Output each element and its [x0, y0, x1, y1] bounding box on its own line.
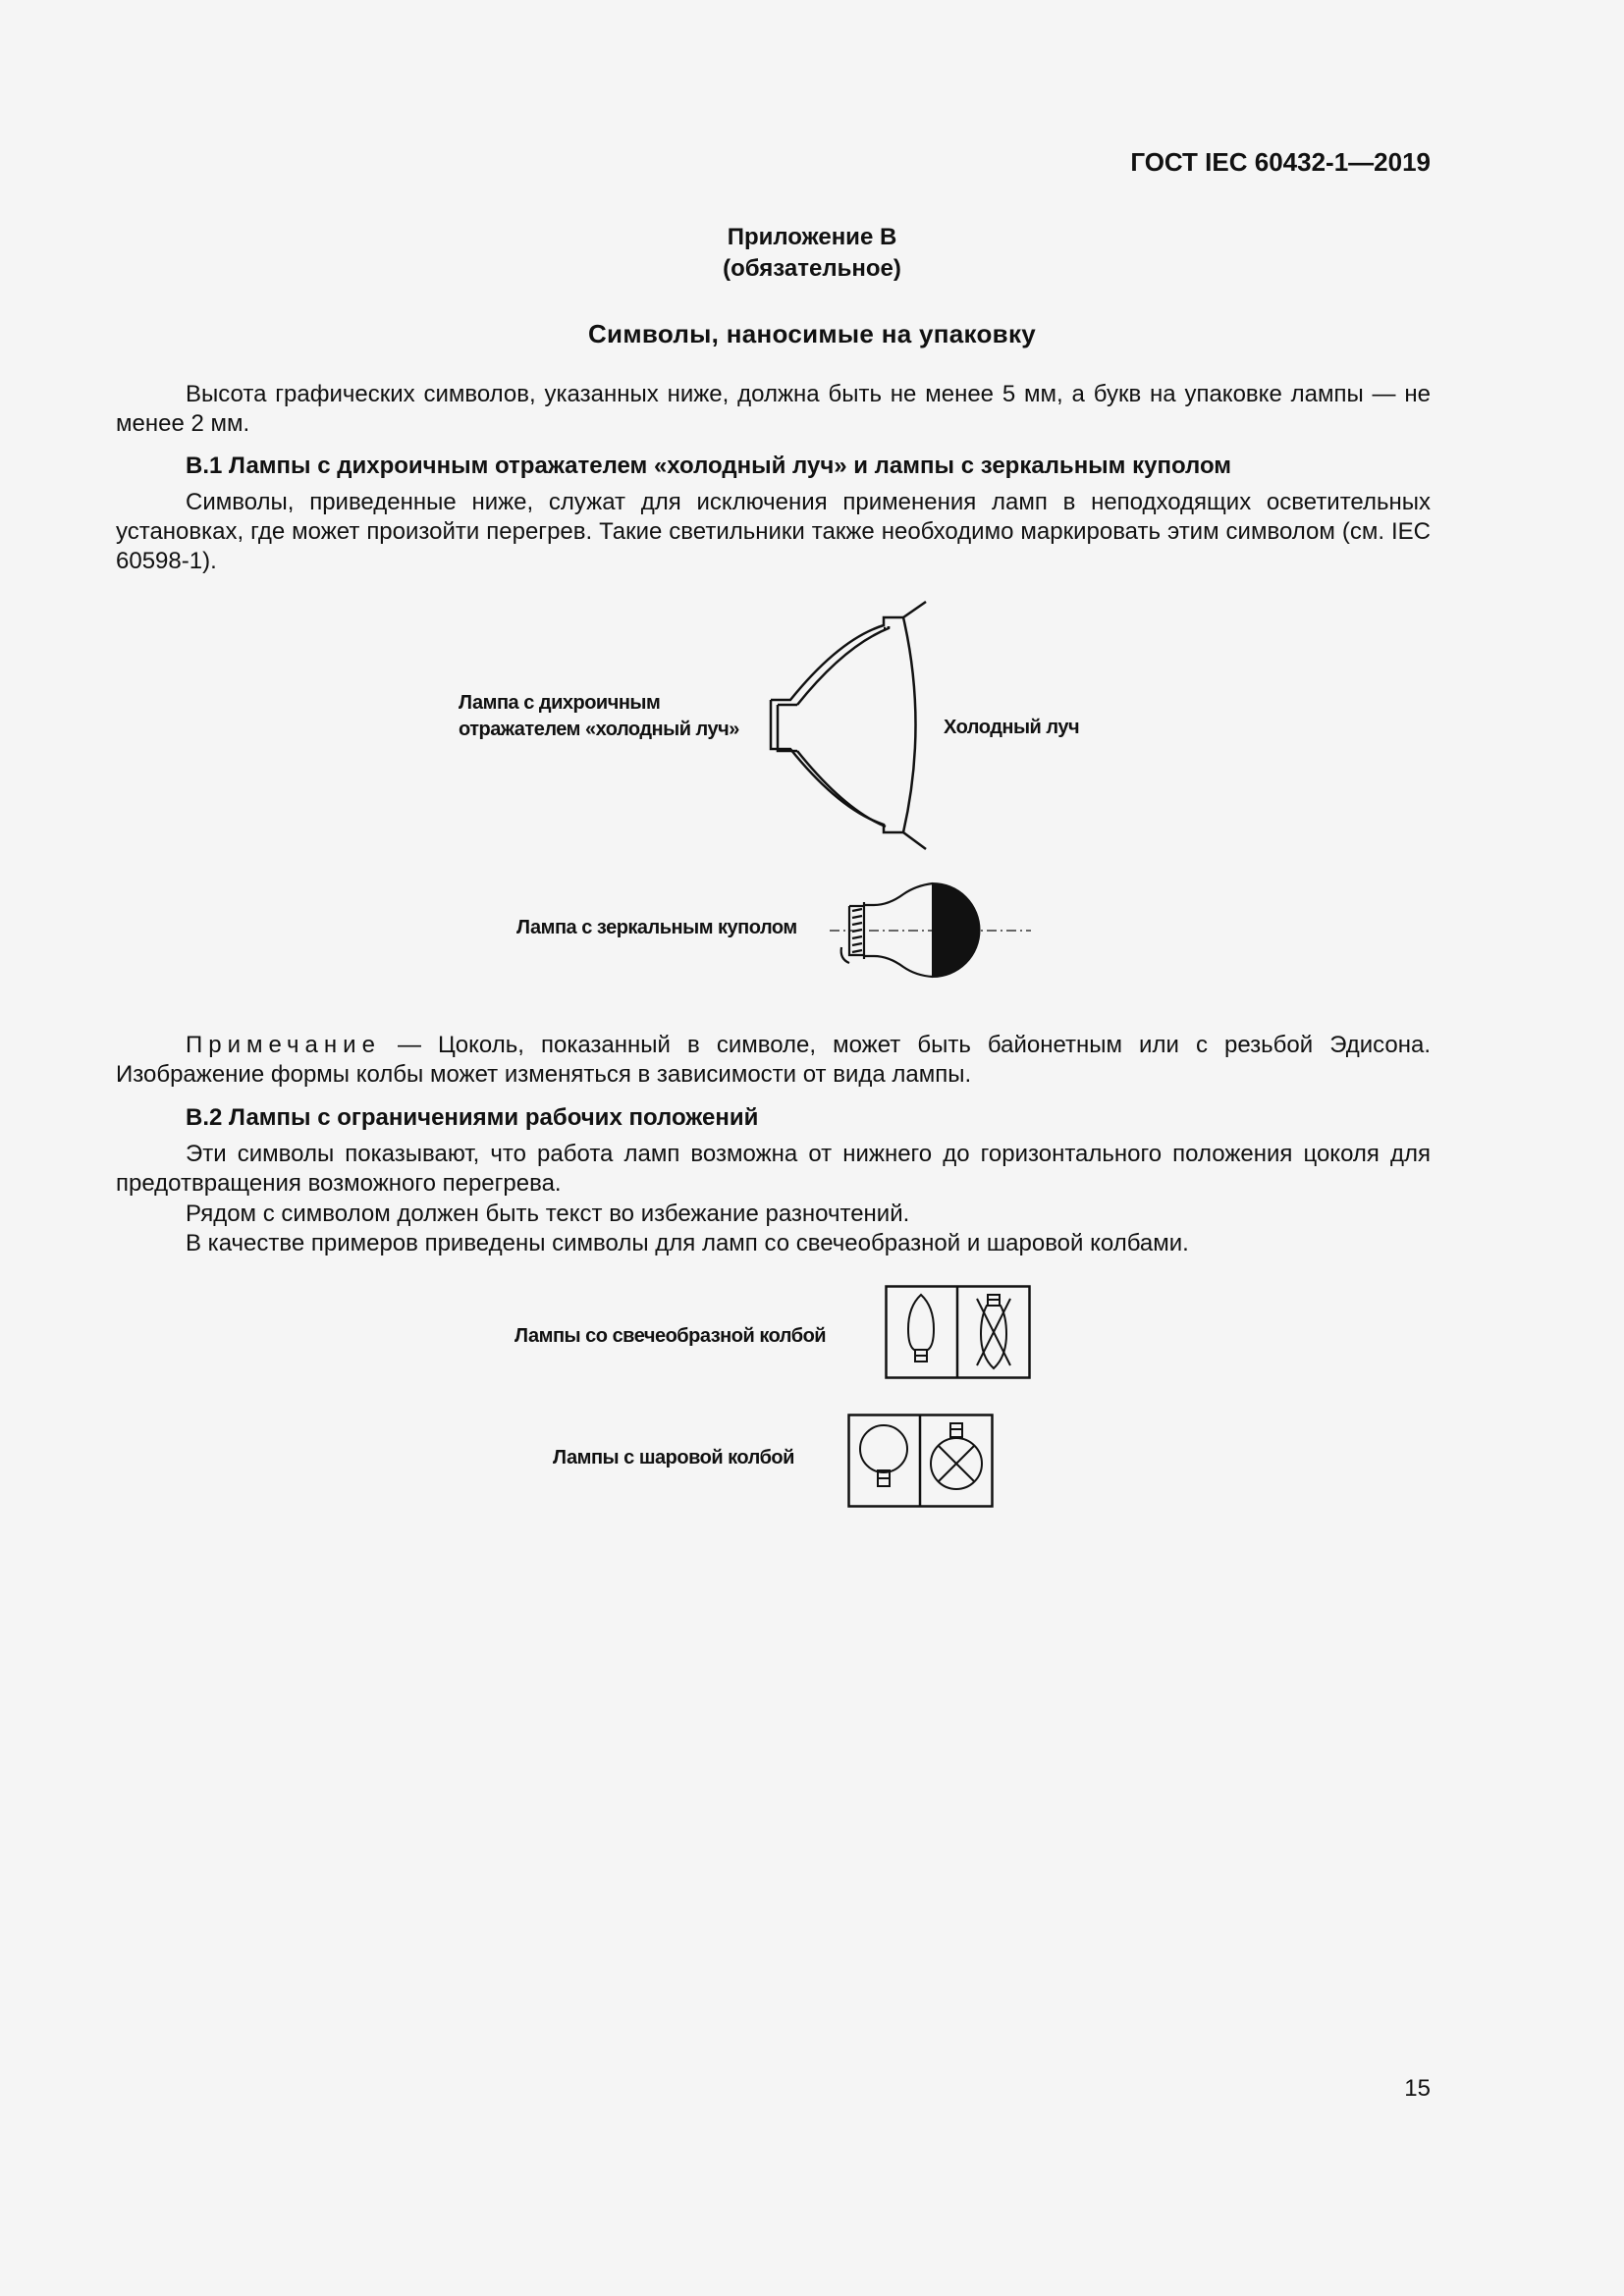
note-text: — Цоколь, показанный в символе, может быть байонетным или с резьбой Эдисона. Изображение формы колбы может изменяться в зависимости от вида лампы.	[116, 1032, 1431, 1088]
annex-status: (обязательное)	[723, 255, 901, 282]
note-label: Примечание	[186, 1032, 381, 1058]
globe-bulb-base-up-crossed-icon	[931, 1423, 982, 1489]
mirror-dome-lamp-label: Лампа с зеркальным куполом	[516, 917, 797, 938]
mirror-dome	[933, 883, 980, 977]
candle-lamp-symbol	[885, 1285, 1032, 1379]
b1-paragraph: Символы, приведенные ниже, служат для исключения применения ламп в неподходящих осветительных установках, где может произойти перегрев. Такие светильники также необходимо маркировать этим символом (см. IEC 60598-1).	[116, 489, 1431, 574]
dichroic-lamp-label-line2: отражателем «холодный луч»	[459, 719, 739, 740]
b2-paragraph-1: Эти символы показывают, что работа ламп возможна от нижнего до горизонтального положения цоколя для предотвращения возможного перегрева.	[116, 1141, 1431, 1197]
candle-bulb-base-up-crossed-icon	[977, 1295, 1010, 1368]
mirror-dome-lamp-symbol	[830, 879, 1036, 977]
section-title: Символы, наносимые на упаковку	[587, 319, 1037, 348]
globe-lamp-label: Лампы с шаровой колбой	[553, 1447, 794, 1468]
candle-lamp-label: Лампы со свечеобразной колбой	[514, 1325, 827, 1347]
dichroic-lamp-label-line1: Лампа с дихроичным	[459, 692, 661, 714]
candle-bulb-base-down-icon	[908, 1295, 934, 1362]
intro-paragraph: Высота графических символов, указанных ниже, должна быть не менее 5 мм, а букв на упаковке лампы — не менее 2 мм.	[116, 381, 1431, 437]
b2-paragraph-2: Рядом с символом должен быть текст во избежание разночтений.	[186, 1201, 910, 1227]
globe-lamp-symbol	[847, 1414, 995, 1508]
note-paragraph	[116, 1031, 1431, 1090]
globe-bulb-base-down-icon	[860, 1425, 907, 1486]
b1-heading: В.1 Лампы с дихроичным отражателем «холодный луч» и лампы с зеркальным куполом	[186, 453, 1232, 479]
page-number: 15	[1404, 2075, 1431, 2102]
b2-heading: В.2 Лампы с ограничениями рабочих положений	[186, 1104, 759, 1131]
dichroic-reflector-drawing	[771, 604, 947, 849]
cool-beam-label: Холодный луч	[944, 717, 1080, 738]
b2-paragraph-3: В качестве примеров приведены символы для ламп со свечеобразной и шаровой колбами.	[186, 1230, 1189, 1256]
annex-title: Приложение В	[727, 224, 897, 250]
document-code: ГОСТ IEC 60432-1—2019	[1130, 147, 1431, 177]
dichroic-lamp-label	[459, 690, 739, 743]
